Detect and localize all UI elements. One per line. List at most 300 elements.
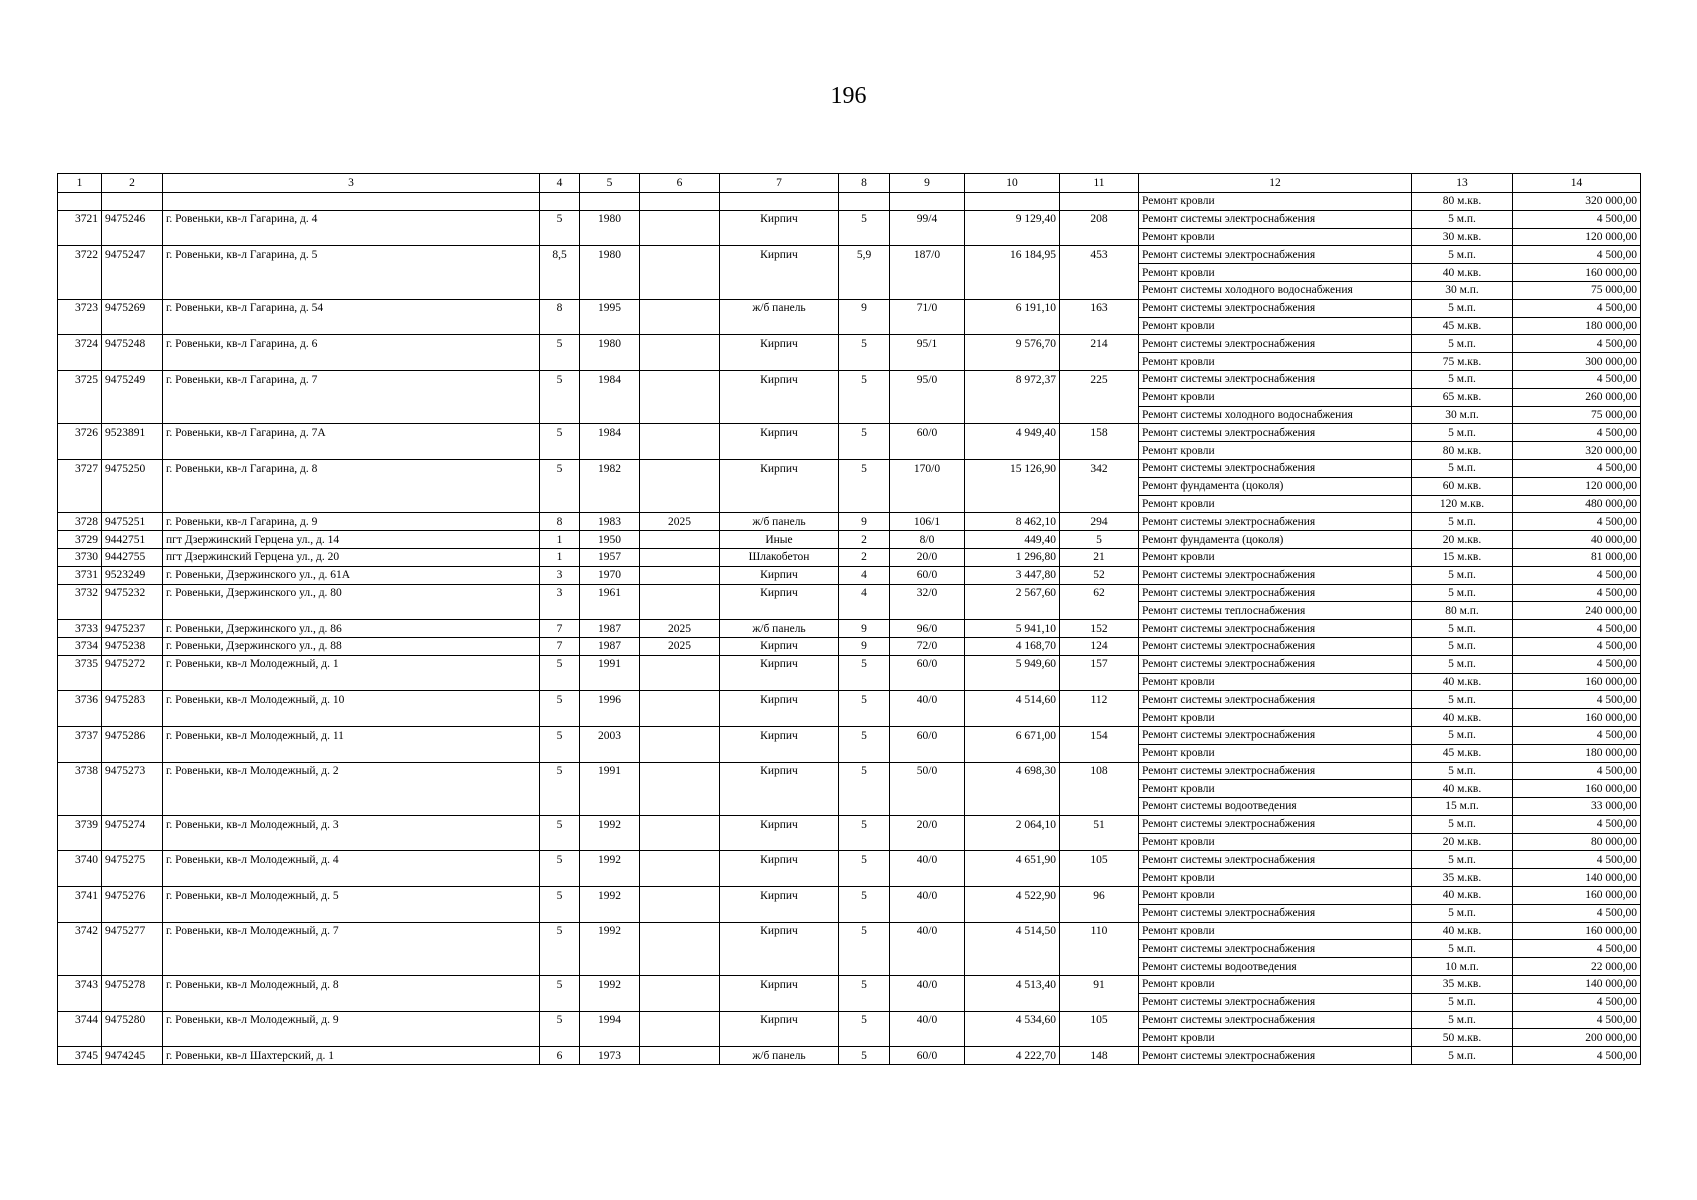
empty-cell xyxy=(540,958,580,976)
row-number-cell: 3726 xyxy=(58,424,102,442)
empty-cell xyxy=(58,833,102,851)
floors-cell: 5 xyxy=(540,424,580,442)
empty-cell xyxy=(965,869,1060,887)
empty-cell xyxy=(163,602,540,620)
empty-cell xyxy=(580,477,640,495)
empty-cell xyxy=(890,904,965,922)
empty-cell xyxy=(890,940,965,958)
house-record-row xyxy=(58,566,1641,584)
empty-cell xyxy=(839,602,890,620)
empty-cell xyxy=(640,495,720,513)
column-9-cell: 95/0 xyxy=(890,370,965,388)
work-continuation-row xyxy=(58,442,1641,460)
empty-cell xyxy=(890,406,965,424)
work-quantity-cell: 40 м.кв. xyxy=(1412,887,1513,905)
column-9-cell: 170/0 xyxy=(890,459,965,477)
work-cost-cell: 4 500,00 xyxy=(1513,1047,1641,1065)
area-cell: 8 972,37 xyxy=(965,370,1060,388)
work-type-cell: Ремонт кровли xyxy=(1139,673,1412,691)
empty-cell xyxy=(102,993,163,1011)
empty-cell xyxy=(640,228,720,246)
empty-cell xyxy=(1060,353,1139,371)
house-record-row xyxy=(58,922,1641,940)
row-number-cell: 3736 xyxy=(58,691,102,709)
empty-cell xyxy=(540,940,580,958)
empty-cell xyxy=(640,317,720,335)
empty-cell xyxy=(58,798,102,816)
work-cost-cell: 120 000,00 xyxy=(1513,477,1641,495)
work-continuation-row xyxy=(58,317,1641,335)
empty-cell xyxy=(163,780,540,798)
work-cost-cell: 320 000,00 xyxy=(1513,193,1641,211)
empty-cell xyxy=(720,940,839,958)
address-cell: г. Ровеньки, кв-л Молодежный, д. 1 xyxy=(163,655,540,673)
work-quantity-cell: 5 м.п. xyxy=(1412,940,1513,958)
residents-cell: 62 xyxy=(1060,584,1139,602)
work-type-cell: Ремонт системы электроснабжения xyxy=(1139,1047,1412,1065)
empty-cell xyxy=(640,264,720,282)
residents-cell: 112 xyxy=(1060,691,1139,709)
area-cell: 4 698,30 xyxy=(965,762,1060,780)
empty-cell xyxy=(102,228,163,246)
residents-cell: 453 xyxy=(1060,246,1139,264)
empty-cell xyxy=(102,1029,163,1047)
build-year-cell: 1950 xyxy=(580,531,640,549)
work-type-cell: Ремонт системы водоотведения xyxy=(1139,798,1412,816)
work-continuation-row xyxy=(58,228,1641,246)
empty-cell xyxy=(58,353,102,371)
work-continuation-row xyxy=(58,406,1641,424)
wall-material-cell: Кирпич xyxy=(720,370,839,388)
empty-cell xyxy=(102,904,163,922)
empty-cell xyxy=(163,798,540,816)
column-8-cell: 5 xyxy=(839,459,890,477)
planned-year-cell xyxy=(640,566,720,584)
empty-cell xyxy=(102,673,163,691)
empty-cell xyxy=(540,264,580,282)
work-type-cell: Ремонт системы электроснабжения xyxy=(1139,566,1412,584)
table-body xyxy=(58,193,1641,1065)
row-number-cell: 3742 xyxy=(58,922,102,940)
empty-cell xyxy=(890,993,965,1011)
empty-cell xyxy=(102,869,163,887)
residents-cell: 342 xyxy=(1060,459,1139,477)
planned-year-cell xyxy=(640,299,720,317)
work-continuation-row xyxy=(58,869,1641,887)
work-quantity-cell: 20 м.кв. xyxy=(1412,833,1513,851)
work-cost-cell: 4 500,00 xyxy=(1513,584,1641,602)
empty-cell xyxy=(540,993,580,1011)
address-cell: г. Ровеньки, кв-л Гагарина, д. 8 xyxy=(163,459,540,477)
area-cell: 5 941,10 xyxy=(965,620,1060,638)
work-type-cell: Ремонт системы электроснабжения xyxy=(1139,851,1412,869)
work-cost-cell: 200 000,00 xyxy=(1513,1029,1641,1047)
empty-cell xyxy=(540,833,580,851)
planned-year-cell xyxy=(640,815,720,833)
empty-cell xyxy=(720,388,839,406)
work-cost-cell: 4 500,00 xyxy=(1513,637,1641,655)
build-year-cell: 1984 xyxy=(580,370,640,388)
empty-cell xyxy=(839,904,890,922)
empty-cell xyxy=(720,353,839,371)
empty-cell xyxy=(1060,228,1139,246)
work-quantity-cell: 120 м.кв. xyxy=(1412,495,1513,513)
house-record-row xyxy=(58,655,1641,673)
empty-cell xyxy=(839,442,890,460)
column-header: 2 xyxy=(102,174,163,193)
empty-cell xyxy=(580,673,640,691)
work-quantity-cell: 40 м.кв. xyxy=(1412,673,1513,691)
wall-material-cell: ж/б панель xyxy=(720,620,839,638)
empty-cell xyxy=(720,477,839,495)
house-id-cell: 9475246 xyxy=(102,210,163,228)
work-cost-cell: 4 500,00 xyxy=(1513,513,1641,531)
empty-cell xyxy=(1060,833,1139,851)
empty-cell xyxy=(58,264,102,282)
address-cell: г. Ровеньки, Дзержинского ул., д. 80 xyxy=(163,584,540,602)
house-id-cell: 9475280 xyxy=(102,1011,163,1029)
wall-material-cell: Кирпич xyxy=(720,851,839,869)
address-cell: г. Ровеньки, кв-л Молодежный, д. 9 xyxy=(163,1011,540,1029)
empty-cell xyxy=(1060,477,1139,495)
area-cell: 5 949,60 xyxy=(965,655,1060,673)
residents-cell: 110 xyxy=(1060,922,1139,940)
empty-cell xyxy=(580,388,640,406)
house-id-cell: 9442751 xyxy=(102,531,163,549)
column-9-cell: 95/1 xyxy=(890,335,965,353)
work-cost-cell: 4 500,00 xyxy=(1513,210,1641,228)
wall-material-cell: Кирпич xyxy=(720,210,839,228)
empty-cell xyxy=(839,317,890,335)
build-year-cell: 1980 xyxy=(580,210,640,228)
empty-cell xyxy=(640,780,720,798)
planned-year-cell xyxy=(640,1011,720,1029)
work-cost-cell: 4 500,00 xyxy=(1513,620,1641,638)
empty-cell xyxy=(720,228,839,246)
empty-cell xyxy=(540,869,580,887)
work-cost-cell: 75 000,00 xyxy=(1513,281,1641,299)
build-year-cell: 1992 xyxy=(580,922,640,940)
empty-cell xyxy=(720,709,839,727)
work-continuation-row xyxy=(58,833,1641,851)
planned-year-cell xyxy=(640,726,720,744)
area-cell: 15 126,90 xyxy=(965,459,1060,477)
empty-cell xyxy=(1060,442,1139,460)
row-number-cell: 3722 xyxy=(58,246,102,264)
column-9-cell: 99/4 xyxy=(890,210,965,228)
wall-material-cell: ж/б панель xyxy=(720,513,839,531)
column-number-row xyxy=(58,174,1641,193)
build-year-cell: 1995 xyxy=(580,299,640,317)
column-8-cell: 9 xyxy=(839,637,890,655)
work-type-cell: Ремонт кровли xyxy=(1139,442,1412,460)
work-cost-cell: 4 500,00 xyxy=(1513,940,1641,958)
empty-cell xyxy=(102,833,163,851)
empty-cell xyxy=(1060,798,1139,816)
row-number-cell: 3738 xyxy=(58,762,102,780)
empty-cell xyxy=(163,673,540,691)
work-type-cell: Ремонт системы электроснабжения xyxy=(1139,335,1412,353)
column-9-cell: 8/0 xyxy=(890,531,965,549)
empty-cell xyxy=(163,281,540,299)
empty-cell xyxy=(640,673,720,691)
work-quantity-cell: 75 м.кв. xyxy=(1412,353,1513,371)
column-9-cell: 60/0 xyxy=(890,655,965,673)
column-9-cell: 40/0 xyxy=(890,851,965,869)
house-record-row xyxy=(58,531,1641,549)
work-type-cell: Ремонт кровли xyxy=(1139,548,1412,566)
work-cost-cell: 180 000,00 xyxy=(1513,317,1641,335)
row-number-cell: 3740 xyxy=(58,851,102,869)
wall-material-cell: Кирпич xyxy=(720,887,839,905)
build-year-cell: 1970 xyxy=(580,566,640,584)
empty-cell xyxy=(540,1029,580,1047)
work-continuation-row xyxy=(58,673,1641,691)
work-quantity-cell: 30 м.кв. xyxy=(1412,228,1513,246)
house-id-cell: 9475286 xyxy=(102,726,163,744)
empty-cell xyxy=(839,869,890,887)
empty-cell xyxy=(720,264,839,282)
work-cost-cell: 140 000,00 xyxy=(1513,976,1641,994)
column-8-cell: 5,9 xyxy=(839,246,890,264)
empty-cell xyxy=(640,940,720,958)
work-type-cell: Ремонт системы теплоснабжения xyxy=(1139,602,1412,620)
work-quantity-cell: 40 м.кв. xyxy=(1412,780,1513,798)
empty-cell xyxy=(890,833,965,851)
empty-cell xyxy=(890,780,965,798)
empty-cell xyxy=(163,317,540,335)
empty-cell xyxy=(839,744,890,762)
address-cell: пгт Дзержинский Герцена ул., д. 20 xyxy=(163,548,540,566)
empty-cell xyxy=(163,993,540,1011)
wall-material-cell: Кирпич xyxy=(720,922,839,940)
work-quantity-cell: 5 м.п. xyxy=(1412,566,1513,584)
wall-material-cell: Кирпич xyxy=(720,335,839,353)
planned-year-cell xyxy=(640,922,720,940)
residents-cell: 51 xyxy=(1060,815,1139,833)
empty-cell xyxy=(1060,495,1139,513)
work-cost-cell: 4 500,00 xyxy=(1513,246,1641,264)
work-quantity-cell: 5 м.п. xyxy=(1412,851,1513,869)
work-quantity-cell: 35 м.кв. xyxy=(1412,976,1513,994)
empty-cell xyxy=(640,744,720,762)
empty-cell xyxy=(540,388,580,406)
residents-cell: 163 xyxy=(1060,299,1139,317)
floors-cell: 5 xyxy=(540,815,580,833)
address-cell: г. Ровеньки, кв-л Шахтерский, д. 1 xyxy=(163,1047,540,1065)
empty-cell xyxy=(58,442,102,460)
wall-material-cell: Кирпич xyxy=(720,424,839,442)
area-cell: 9 576,70 xyxy=(965,335,1060,353)
house-id-cell: 9442755 xyxy=(102,548,163,566)
work-type-cell: Ремонт кровли xyxy=(1139,264,1412,282)
house-id-cell: 9475278 xyxy=(102,976,163,994)
empty-cell xyxy=(965,442,1060,460)
column-9-cell: 40/0 xyxy=(890,691,965,709)
empty-cell xyxy=(540,477,580,495)
work-type-cell: Ремонт кровли xyxy=(1139,193,1412,211)
work-quantity-cell: 35 м.кв. xyxy=(1412,869,1513,887)
work-type-cell: Ремонт системы электроснабжения xyxy=(1139,370,1412,388)
work-type-cell: Ремонт кровли xyxy=(1139,833,1412,851)
work-cost-cell: 4 500,00 xyxy=(1513,726,1641,744)
house-id-cell: 9475250 xyxy=(102,459,163,477)
empty-cell xyxy=(720,798,839,816)
wall-material-cell: Кирпич xyxy=(720,815,839,833)
empty-cell xyxy=(1060,1029,1139,1047)
work-quantity-cell: 5 м.п. xyxy=(1412,1047,1513,1065)
empty-cell xyxy=(720,673,839,691)
empty-cell xyxy=(580,904,640,922)
address-cell: г. Ровеньки, кв-л Гагарина, д. 7А xyxy=(163,424,540,442)
column-header: 8 xyxy=(839,174,890,193)
empty-cell xyxy=(965,602,1060,620)
empty-cell xyxy=(540,228,580,246)
area-cell: 1 296,80 xyxy=(965,548,1060,566)
work-quantity-cell: 45 м.кв. xyxy=(1412,744,1513,762)
house-id-cell: 9475251 xyxy=(102,513,163,531)
residents-cell: 91 xyxy=(1060,976,1139,994)
build-year-cell: 1991 xyxy=(580,655,640,673)
work-cost-cell: 300 000,00 xyxy=(1513,353,1641,371)
work-cost-cell: 80 000,00 xyxy=(1513,833,1641,851)
column-9-cell: 187/0 xyxy=(890,246,965,264)
work-continuation-row xyxy=(58,1029,1641,1047)
work-type-cell: Ремонт кровли xyxy=(1139,744,1412,762)
empty-cell xyxy=(965,388,1060,406)
work-continuation-row xyxy=(58,388,1641,406)
build-year-cell: 2003 xyxy=(580,726,640,744)
work-quantity-cell: 5 м.п. xyxy=(1412,335,1513,353)
wall-material-cell: Кирпич xyxy=(720,246,839,264)
column-9-cell: 60/0 xyxy=(890,726,965,744)
empty-cell xyxy=(720,744,839,762)
empty-cell xyxy=(580,353,640,371)
work-type-cell: Ремонт системы холодного водоснабжения xyxy=(1139,406,1412,424)
column-8-cell: 5 xyxy=(839,691,890,709)
empty-cell xyxy=(839,940,890,958)
empty-cell xyxy=(890,317,965,335)
empty-cell xyxy=(640,477,720,495)
empty-cell xyxy=(102,442,163,460)
empty-cell xyxy=(58,993,102,1011)
empty-cell xyxy=(640,442,720,460)
work-quantity-cell: 20 м.кв. xyxy=(1412,531,1513,549)
column-header: 6 xyxy=(640,174,720,193)
planned-year-cell xyxy=(640,1047,720,1065)
work-type-cell: Ремонт системы электроснабжения xyxy=(1139,726,1412,744)
work-continuation-row xyxy=(58,495,1641,513)
planned-year-cell: 2025 xyxy=(640,637,720,655)
empty-cell xyxy=(163,940,540,958)
planned-year-cell xyxy=(640,691,720,709)
row-number-cell: 3725 xyxy=(58,370,102,388)
work-type-cell: Ремонт кровли xyxy=(1139,869,1412,887)
work-continuation-row xyxy=(58,798,1641,816)
empty-cell xyxy=(58,602,102,620)
empty-cell xyxy=(640,833,720,851)
empty-cell xyxy=(540,673,580,691)
address-cell: г. Ровеньки, кв-л Гагарина, д. 4 xyxy=(163,210,540,228)
work-type-cell: Ремонт системы электроснабжения xyxy=(1139,637,1412,655)
planned-year-cell xyxy=(640,210,720,228)
empty-cell xyxy=(540,406,580,424)
empty-cell xyxy=(163,228,540,246)
planned-year-cell xyxy=(640,548,720,566)
address-cell: г. Ровеньки, кв-л Гагарина, д. 54 xyxy=(163,299,540,317)
work-cost-cell: 75 000,00 xyxy=(1513,406,1641,424)
empty-cell xyxy=(890,602,965,620)
area-cell: 2 064,10 xyxy=(965,815,1060,833)
empty-cell xyxy=(965,833,1060,851)
empty-cell xyxy=(640,798,720,816)
floors-cell: 1 xyxy=(540,548,580,566)
planned-year-cell xyxy=(640,370,720,388)
empty-cell xyxy=(839,406,890,424)
planned-year-cell xyxy=(640,976,720,994)
area-cell: 4 534,60 xyxy=(965,1011,1060,1029)
house-id-cell: 9475273 xyxy=(102,762,163,780)
floors-cell: 5 xyxy=(540,655,580,673)
build-year-cell: 1992 xyxy=(580,976,640,994)
empty-cell xyxy=(965,798,1060,816)
row-number-cell: 3731 xyxy=(58,566,102,584)
column-8-cell: 5 xyxy=(839,655,890,673)
column-header: 13 xyxy=(1412,174,1513,193)
empty-cell xyxy=(102,495,163,513)
floors-cell: 7 xyxy=(540,620,580,638)
residents-cell: 124 xyxy=(1060,637,1139,655)
empty-cell xyxy=(839,477,890,495)
column-header: 10 xyxy=(965,174,1060,193)
empty-cell xyxy=(102,353,163,371)
empty-cell xyxy=(580,281,640,299)
empty-cell xyxy=(580,993,640,1011)
row-number-cell: 3733 xyxy=(58,620,102,638)
work-quantity-cell: 15 м.кв. xyxy=(1412,548,1513,566)
empty-cell xyxy=(580,602,640,620)
build-year-cell: 1984 xyxy=(580,424,640,442)
empty-cell xyxy=(540,353,580,371)
empty-cell xyxy=(580,940,640,958)
column-9-cell: 72/0 xyxy=(890,637,965,655)
row-number-cell: 3727 xyxy=(58,459,102,477)
empty-cell xyxy=(58,281,102,299)
work-quantity-cell: 5 м.п. xyxy=(1412,370,1513,388)
build-year-cell: 1987 xyxy=(580,637,640,655)
wall-material-cell: Кирпич xyxy=(720,1011,839,1029)
floors-cell: 6 xyxy=(540,1047,580,1065)
work-quantity-cell: 60 м.кв. xyxy=(1412,477,1513,495)
build-year-cell: 1973 xyxy=(580,1047,640,1065)
floors-cell: 5 xyxy=(540,459,580,477)
empty-cell xyxy=(580,442,640,460)
work-type-cell: Ремонт кровли xyxy=(1139,780,1412,798)
wall-material-cell: Кирпич xyxy=(720,584,839,602)
work-quantity-cell: 5 м.п. xyxy=(1412,584,1513,602)
residents-cell: 52 xyxy=(1060,566,1139,584)
work-quantity-cell: 5 м.п. xyxy=(1412,815,1513,833)
column-9-cell: 40/0 xyxy=(890,976,965,994)
work-continuation-row xyxy=(58,958,1641,976)
residents-cell: 21 xyxy=(1060,548,1139,566)
column-8-cell: 5 xyxy=(839,762,890,780)
build-year-cell: 1996 xyxy=(580,691,640,709)
residents-cell: 148 xyxy=(1060,1047,1139,1065)
empty-cell xyxy=(640,353,720,371)
empty-cell xyxy=(720,869,839,887)
empty-cell xyxy=(890,264,965,282)
